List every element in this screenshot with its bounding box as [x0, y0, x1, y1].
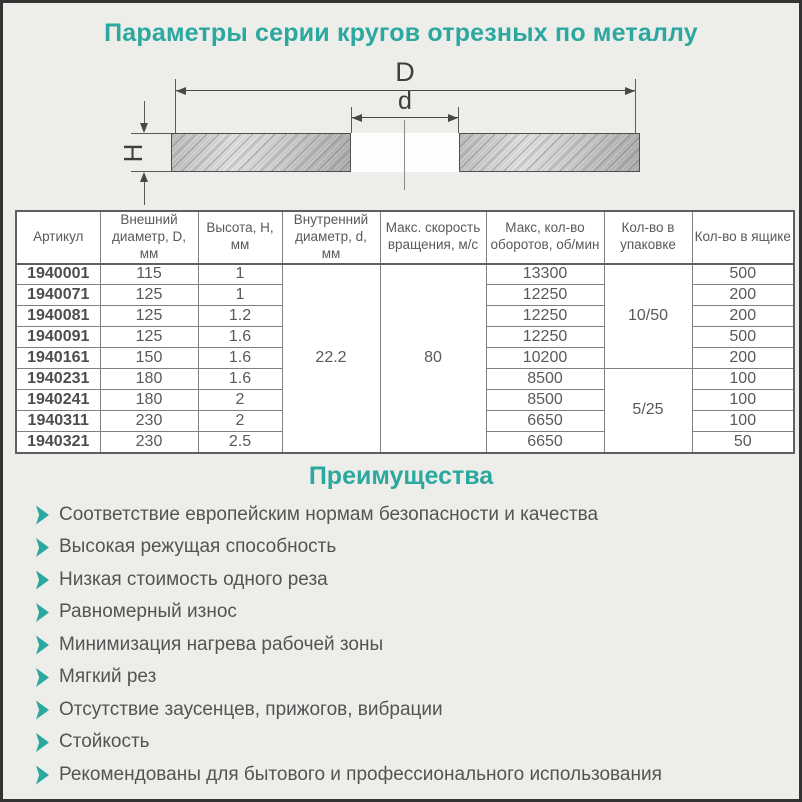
- arrow-right-icon: [625, 87, 635, 95]
- cell-artikul: 1940311: [16, 411, 100, 432]
- advantage-text: Равномерный износ: [59, 601, 237, 623]
- cell-qty-box: 200: [692, 285, 794, 306]
- col-header-inner-diameter: Внутренний диаметр, d, мм: [282, 211, 380, 264]
- arrow-bullet-icon: [36, 538, 49, 557]
- cell-artikul: 1940241: [16, 390, 100, 411]
- cell-outer-diameter: 230: [100, 411, 198, 432]
- disc-right-section: [459, 133, 640, 172]
- advantage-text: Соответствие европейским нормам безопасности и качества: [59, 503, 599, 525]
- cell-outer-diameter: 115: [100, 264, 198, 285]
- col-header-outer-diameter: Внешний диаметр, D, мм: [100, 211, 198, 264]
- advantage-item: [36, 535, 776, 561]
- advantage-text: Высокая режущая способность: [59, 536, 337, 558]
- cell-max-rpm: 8500: [486, 390, 604, 411]
- cell-outer-diameter: 125: [100, 306, 198, 327]
- extension-line: [351, 107, 352, 133]
- advantage-item: [36, 600, 776, 626]
- cell-height: 1.2: [198, 306, 282, 327]
- cell-outer-diameter: 180: [100, 369, 198, 390]
- arrow-left-icon: [352, 114, 362, 122]
- arrow-bullet-icon: [36, 636, 49, 655]
- cell-max-speed-merged: 80: [380, 264, 486, 453]
- advantage-text: Отсутствие заусенцев, прижогов, вибрации: [59, 698, 443, 720]
- cell-max-rpm: 13300: [486, 264, 604, 285]
- cell-qty-box: 100: [692, 390, 794, 411]
- cell-qty-box: 200: [692, 348, 794, 369]
- col-header-artikul: Артикул: [16, 211, 100, 264]
- cell-artikul: 1940081: [16, 306, 100, 327]
- cell-artikul: 1940001: [16, 264, 100, 285]
- cell-qty-box: 200: [692, 306, 794, 327]
- advantages-list: [36, 502, 776, 795]
- advantage-text: Низкая стоимость одного реза: [59, 568, 328, 590]
- dimension-h-line: [144, 179, 145, 205]
- cell-max-rpm: 6650: [486, 411, 604, 432]
- cell-qty-pack-merged: 10/50: [604, 264, 692, 369]
- center-line: [404, 120, 405, 190]
- arrow-bullet-icon: [36, 668, 49, 687]
- arrow-bullet-icon: [36, 733, 49, 752]
- cell-height: 2: [198, 411, 282, 432]
- col-header-qty-pack: Кол-во в упаковке: [604, 211, 692, 264]
- extension-line: [131, 171, 171, 172]
- dimension-h-label: H: [117, 143, 148, 163]
- col-header-max-speed: Макс. скорость вращения, м/с: [380, 211, 486, 264]
- disc-left-section: [171, 133, 351, 172]
- arrow-right-icon: [448, 114, 458, 122]
- extension-line: [175, 79, 176, 133]
- cell-outer-diameter: 150: [100, 348, 198, 369]
- cell-artikul: 1940071: [16, 285, 100, 306]
- cell-qty-box: 100: [692, 411, 794, 432]
- cell-height: 1.6: [198, 369, 282, 390]
- cell-max-rpm: 10200: [486, 348, 604, 369]
- cell-artikul: 1940231: [16, 369, 100, 390]
- cell-qty-box: 500: [692, 264, 794, 285]
- cell-inner-diameter-merged: 22.2: [282, 264, 380, 453]
- advantages-heading: Преимущества: [308, 462, 494, 490]
- advantage-text: Мягкий рез: [59, 666, 157, 688]
- cell-height: 2.5: [198, 432, 282, 453]
- arrow-bullet-icon: [36, 571, 49, 590]
- cell-height: 2: [198, 390, 282, 411]
- arrow-bullet-icon: [36, 766, 49, 785]
- dimension-d-inner-line: [352, 117, 458, 118]
- advantage-item: [36, 665, 776, 691]
- advantage-text: Рекомендованы для бытового и профессионального использования: [59, 763, 662, 785]
- cell-artikul: 1940321: [16, 432, 100, 453]
- col-header-max-rpm: Макс, кол-во оборотов, об/мин: [486, 211, 604, 264]
- page-title: Параметры серии кругов отрезных по металлу: [104, 19, 698, 47]
- advantage-item: [36, 632, 776, 658]
- arrow-down-icon: [140, 123, 148, 133]
- cell-height: 1: [198, 264, 282, 285]
- advantage-item: [36, 697, 776, 723]
- arrow-bullet-icon: [36, 506, 49, 525]
- dimension-d-outer-label: D: [395, 57, 415, 87]
- col-header-qty-box: Кол-во в ящике: [692, 211, 794, 264]
- cell-max-rpm: 6650: [486, 432, 604, 453]
- advantage-item: [36, 502, 776, 528]
- cell-max-rpm: 12250: [486, 327, 604, 348]
- advantage-text: Минимизация нагрева рабочей зоны: [59, 633, 384, 655]
- cell-outer-diameter: 180: [100, 390, 198, 411]
- advantage-text: Стойкость: [59, 731, 150, 753]
- advantage-item: [36, 730, 776, 756]
- cell-qty-pack-merged: 5/25: [604, 369, 692, 453]
- arrow-bullet-icon: [36, 603, 49, 622]
- cell-max-rpm: 12250: [486, 285, 604, 306]
- cell-artikul: 1940091: [16, 327, 100, 348]
- cell-outer-diameter: 125: [100, 327, 198, 348]
- cell-artikul: 1940161: [16, 348, 100, 369]
- table-row: [16, 264, 794, 285]
- dimension-d-inner-label: d: [398, 87, 412, 115]
- advantage-item: [36, 567, 776, 593]
- cell-qty-box: 100: [692, 369, 794, 390]
- col-header-height: Высота, H, мм: [198, 211, 282, 264]
- arrow-bullet-icon: [36, 701, 49, 720]
- extension-line: [635, 79, 636, 133]
- cell-max-rpm: 8500: [486, 369, 604, 390]
- disc-bore-hole: [351, 133, 459, 172]
- cell-height: 1.6: [198, 348, 282, 369]
- spec-table: [15, 210, 795, 454]
- cell-qty-box: 50: [692, 432, 794, 453]
- cell-max-rpm: 12250: [486, 306, 604, 327]
- cell-qty-box: 500: [692, 327, 794, 348]
- arrow-up-icon: [140, 172, 148, 182]
- extension-line: [131, 133, 171, 134]
- arrow-left-icon: [176, 87, 186, 95]
- advantage-item: [36, 762, 776, 788]
- cell-outer-diameter: 125: [100, 285, 198, 306]
- cell-outer-diameter: 230: [100, 432, 198, 453]
- cell-height: 1.6: [198, 327, 282, 348]
- extension-line: [458, 107, 459, 133]
- table-header-row: [16, 211, 794, 264]
- cell-height: 1: [198, 285, 282, 306]
